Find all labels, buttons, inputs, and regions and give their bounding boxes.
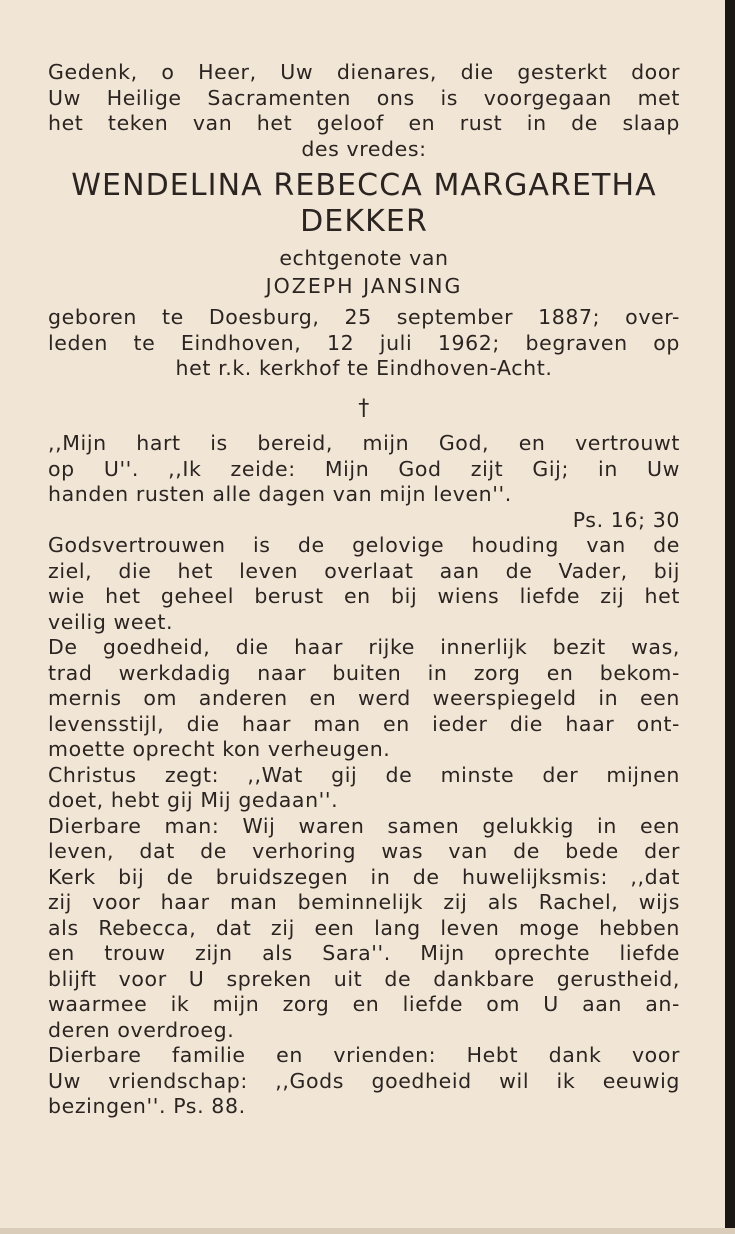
prayer-line: des vredes: xyxy=(301,136,427,161)
card-bottom-edge xyxy=(0,1228,735,1234)
body-line: Kerk bij de bruidszegen in de huwelijksmis: ,,dat xyxy=(48,864,680,889)
dates-line: leden te Eindhoven, 12 juli 1962; begraven op xyxy=(48,330,680,355)
quote-line: ,,Mijn hart is bereid, mijn God, en vertrouwt xyxy=(48,431,680,455)
body-line: en trouw zijn als Sara''. Mijn oprechte liefde xyxy=(48,941,680,965)
body-line: levensstijl, die haar man en ieder die haar ont- xyxy=(48,711,680,736)
body-line: als Rebecca, dat zij een lang leven moge hebben xyxy=(48,915,680,940)
body-line: blijft voor U spreken uit de dankbare gerustheid, xyxy=(48,966,680,991)
body-line: Uw vriendschap: ,,Gods goedheid wil ik eeuwig xyxy=(48,1068,680,1093)
body-line: De goedheid, die haar rijke innerlijk bezit was, xyxy=(48,635,680,659)
body-line: wie het geheel berust en bij wiens liefde zij het xyxy=(48,584,680,608)
life-dates xyxy=(48,305,680,382)
quote-line: handen rusten alle dagen van mijn leven''. xyxy=(48,482,512,506)
spouse-name: JOZEPH JANSING xyxy=(265,273,463,298)
opening-prayer xyxy=(48,60,680,162)
body-line: deren overdroeg. xyxy=(48,1017,235,1042)
dates-line: geboren te Doesburg, 25 september 1887; over- xyxy=(48,305,680,329)
body-line: veilig weet. xyxy=(48,609,174,634)
body-line: mernis om anderen en werd weerspiegeld in een xyxy=(48,686,680,710)
card-text xyxy=(48,60,680,1120)
deceased-surname: DEKKER xyxy=(300,204,428,239)
body-line: Godsvertrouwen is de gelovige houding van de xyxy=(48,533,680,557)
deceased-name xyxy=(48,168,680,240)
body-line: leven, dat de verhoring was van de bede der xyxy=(48,839,680,863)
body-line: bezingen''. Ps. 88. xyxy=(48,1094,246,1118)
prayer-line: Uw Heilige Sacramenten ons is voorgegaan met xyxy=(48,85,680,110)
dates-line: het r.k. kerkhof te Eindhoven-Acht. xyxy=(175,356,553,380)
reflection-text xyxy=(48,533,680,1120)
deceased-name-line: WENDELINA REBECCA MARGARETHA xyxy=(71,168,657,203)
cross-icon: † xyxy=(358,395,370,421)
prayer-line: Gedenk, o Heer, Uw dienares, die gesterkt door xyxy=(48,60,680,84)
body-line: trad werkdadig naar buiten in zorg en bekom- xyxy=(48,660,680,685)
psalm-reference: Ps. 16; 30 xyxy=(572,507,680,532)
body-line: Dierbare man: Wij waren samen gelukkig in een xyxy=(48,813,680,838)
body-line: zij voor haar man beminnelijk zij als Rachel, wijs xyxy=(48,890,680,914)
body-line: doet, hebt gij Mij gedaan''. xyxy=(48,788,339,812)
spouse-label: echtgenote van xyxy=(279,246,449,270)
body-line: ziel, die het leven overlaat aan de Vader, bij xyxy=(48,558,680,583)
body-line: moette oprecht kon verheugen. xyxy=(48,737,391,761)
psalm-quote xyxy=(48,431,680,533)
body-line: Christus zegt: ,,Wat gij de minste der mijnen xyxy=(48,762,680,787)
quote-line: op U''. ,,Ik zeide: Mijn God zijt Gij; in Uw xyxy=(48,456,680,481)
body-line: Dierbare familie en vrienden: Hebt dank voor xyxy=(48,1043,680,1067)
body-line: waarmee ik mijn zorg en liefde om U aan an- xyxy=(48,992,680,1016)
card-shadow-edge xyxy=(725,0,735,1234)
prayer-line: het teken van het geloof en rust in de slaap xyxy=(48,111,680,135)
